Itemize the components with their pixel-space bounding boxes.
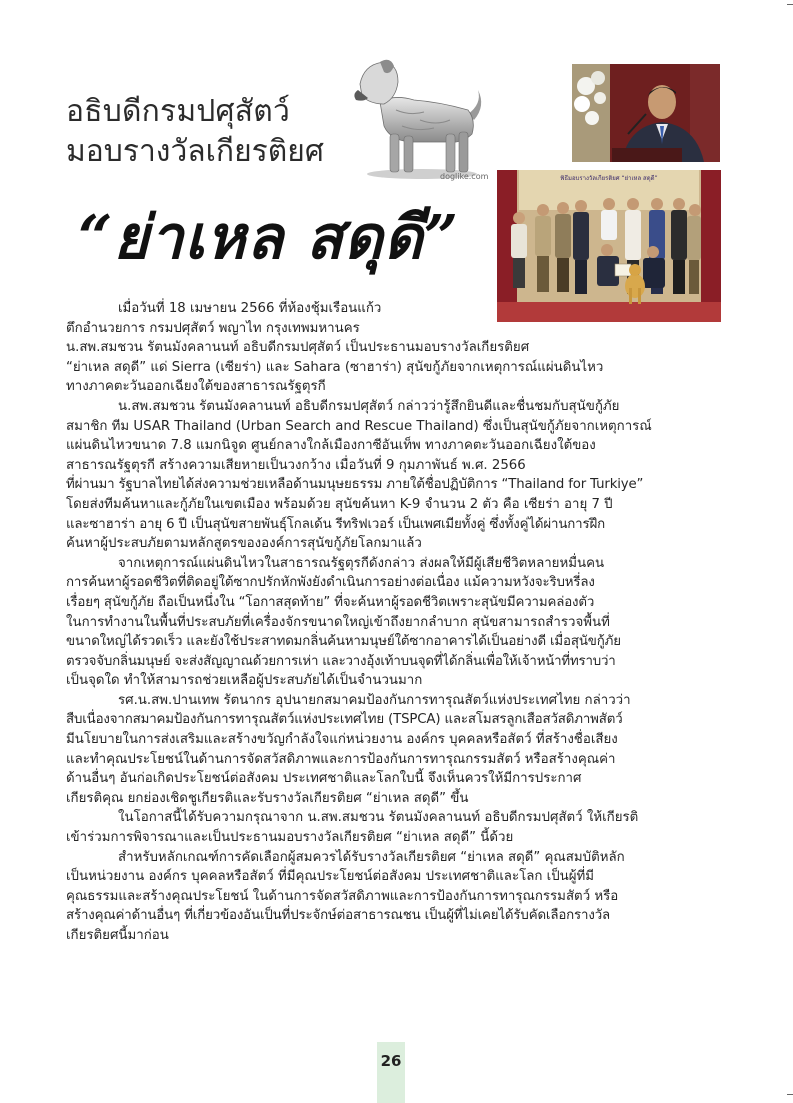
text-line: สมาชิก ทีม USAR Thailand (Urban Search and Rescue Thailand) ซึ่งเป็นสุนัขกู้ภัยจากเหตุการณ์ (66, 418, 652, 434)
text-line: น.สพ.สมชวน รัตนมังคลานนท์ อธิบดีกรมปศุสัตว์ เป็นประธานมอบรางวัลเกียรติยศ (66, 340, 530, 356)
text-line: และทำคุณประโยชน์ในด้านการจัดสวัสดิภาพและการป้องกันการทารุณกรรมสัตว์ หรือสร้างคุณค่า (66, 751, 616, 767)
text-line: และซาฮาร่า อายุ 6 ปี เป็นสุนัขสายพันธุ์โกลเด้น รีทริฟเวอร์ เป็นเพศเมียทั้งคู่ ซึ่งทั้งคู่ได้ผ่านการฝึก (66, 516, 606, 532)
text-line: ตึกอำนวยการ กรมปศุสัตว์ พญาไท กรุงเทพมหานคร (66, 320, 360, 336)
text-line: สืบเนื่องจากสมาคมป้องกันการทารุณสัตว์แห่งประเทศไทย (TSPCA) และสโมสรลูกเสือสวัสดิภาพสัตว์ (66, 712, 623, 728)
text-line: ในโอกาสนี้ได้รับความกรุณาจาก น.สพ.สมชวน รัตนมังคลานนท์ อธิบดีกรมปศุสัตว์ ให้เกียรติ (118, 810, 639, 826)
text-line: จากเหตุการณ์แผ่นดินไหวในสาธารณรัฐตุรกีดังกล่าว ส่งผลให้มีผู้เสียชีวิตหลายหมื่นคน (118, 555, 605, 571)
text-line: เรื่อยๆ สุนัขกู้ภัย ถือเป็นหนึ่งใน “โอกาสสุดท้าย” ที่จะค้นหาผู้รอดชีวิตเพราะสุนัขมีความคล่องตัว (66, 594, 595, 610)
title-line-2: มอบรางวัลเกียรติยศ (66, 134, 324, 169)
title-main: “ย่าเหล สดุดี” (78, 203, 460, 273)
photo-official-speaking (572, 64, 720, 162)
text-line: สำหรับหลักเกณฑ์การคัดเลือกผู้สมควรได้รับรางวัลเกียรติยศ “ย่าเหล สดุดี” คุณสมบัติหลัก (118, 849, 625, 865)
text-line: ที่ผ่านมา รัฐบาลไทยได้ส่งความช่วยเหลือด้านมนุษยธรรม ภายใต้ชื่อปฏิบัติการ “Thailand for Turkiye” (66, 477, 644, 493)
text-line: สาธารณรัฐตุรกี สร้างความเสียหายเป็นวงกว้าง เมื่อวันที่ 9 กุมภาพันธ์ พ.ศ. 2566 (66, 457, 526, 473)
text-line: เกียรติยศนี้มาก่อน (66, 928, 169, 943)
text-line: มีนโยบายในการส่งเสริมและสร้างขวัญกำลังใจแก่หน่วยงาน องค์กร บุคคลหรือสัตว์ ที่สร้างชื่อเสียง (66, 732, 618, 748)
text-line: เป็นจุดใด ทำให้สามารถช่วยเหลือผู้ประสบภัยได้เป็นจำนวนมาก (66, 673, 423, 689)
text-line: เข้าร่วมการพิจารณาและเป็นประธานมอบรางวัลเกียรติยศ “ย่าเหล สดุดี” นี้ด้วย (66, 830, 514, 846)
text-line: รศ.น.สพ.ปานเทพ รัตนากร อุปนายกสมาคมป้องกันการทารุณสัตว์แห่งประเทศไทย กล่าวว่า (118, 692, 631, 708)
page-number-tab (377, 1042, 405, 1103)
title-line-1: อธิบดีกรมปศุสัตว์ (66, 94, 291, 129)
crop-mark (787, 4, 793, 5)
dog-statue-image (350, 54, 490, 184)
text-line: ด้านอื่นๆ อันก่อเกิดประโยชน์ต่อสังคม ประเทศชาติและโลกใบนี้ จึงเห็นควรให้มีการประกาศ (66, 771, 582, 787)
text-line: เป็นหน่วยงาน องค์กร บุคคลหรือสัตว์ ที่มีคุณประโยชน์ต่อสังคม ประเทศชาติและโลก เป็นผู้ที่มี (66, 869, 595, 885)
text-line: เกียรติคุณ ยกย่องเชิดชูเกียรติและรับรางวัลเกียรติยศ “ย่าเหล สดุดี” ขึ้น (66, 790, 469, 806)
article-body (66, 299, 730, 946)
text-line: คุณธรรมและสร้างคุณประโยชน์ ในด้านการจัดสวัสดิภาพและการป้องกันการทารุณกรรมสัตว์ หรือ (66, 888, 619, 904)
text-line: แผ่นดินไหวขนาด 7.8 แมกนิจูด ศูนย์กลางใกล้เมืองกาซีอันเท็พ ทางภาคตะวันออกเฉียงใต้ของ (66, 438, 596, 454)
crop-mark (787, 1094, 793, 1095)
text-line: ค้นหาผู้ประสบภัยตามหลักสูตรขององค์การสุนัขกู้ภัยโลกมาแล้ว (66, 536, 422, 552)
text-line: การค้นหาผู้รอดชีวิตที่ติดอยู่ใต้ซากปรักหักพังยังดำเนินการอย่างต่อเนื่อง แม้ความหวังจะริบหรี่ลง (66, 575, 595, 591)
text-line: ขนาดใหญ่ได้รวดเร็ว และยังใช้ประสาทดมกลิ่นค้นหามนุษย์ใต้ซากอาคารได้เป็นอย่างดี เมื่อสุนัขกู้ภัย (66, 634, 621, 650)
text-line: สร้างคุณค่าด้านอื่นๆ ที่เกี่ยวข้องอันเป็นที่ประจักษ์ต่อสาธารณชน เป็นผู้ที่ไม่เคยได้รับคัดเลือกรางวัล (66, 908, 611, 924)
page-number: 26 (380, 1052, 402, 1070)
image-credit: doglike.com (440, 172, 489, 181)
text-line: โดยส่งทีมค้นหาและกู้ภัยในเขตเมือง พร้อมด้วย สุนัขค้นหา K-9 จำนวน 2 ตัว คือ เซียร่า อายุ 7 ปี (66, 496, 613, 512)
text-line: “ย่าเหล สดุดี” แด่ Sierra (เซียร่า) และ Sahara (ซาฮาร่า) สุนัขกู้ภัยจากเหตุการณ์แผ่นดินไหว (66, 359, 604, 375)
text-line: ทางภาคตะวันออกเฉียงใต้ของสาธารณรัฐตุรกี (66, 379, 326, 395)
ceremony-banner: พิธีมอบรางวัลเกียรติยศ “ย่าเหล สดุดี” (560, 175, 658, 182)
text-line: น.สพ.สมชวน รัตนมังคลานนท์ อธิบดีกรมปศุสัตว์ กล่าวว่ารู้สึกยินดีและชื่นชมกับสุนัขกู้ภัย (118, 398, 620, 414)
text-line: เมื่อวันที่ 18 เมษายน 2566 ที่ห้องชุ้มเรือนแก้ว (118, 301, 382, 316)
text-line: ในการทำงานในพื้นที่ประสบภัยที่เครื่องจักรขนาดใหญ่เข้าถึงยากลำบาก สุนัขสามารถสำรวจพื้นที่ (66, 614, 610, 630)
text-line: ตรวจจับกลิ่นมนุษย์ จะส่งสัญญาณด้วยการเห่า และวางอุ้งเท้าบนจุดที่ได้กลิ่นเพื่อให้เจ้าหน้าที่ทราบว่า (66, 653, 616, 669)
